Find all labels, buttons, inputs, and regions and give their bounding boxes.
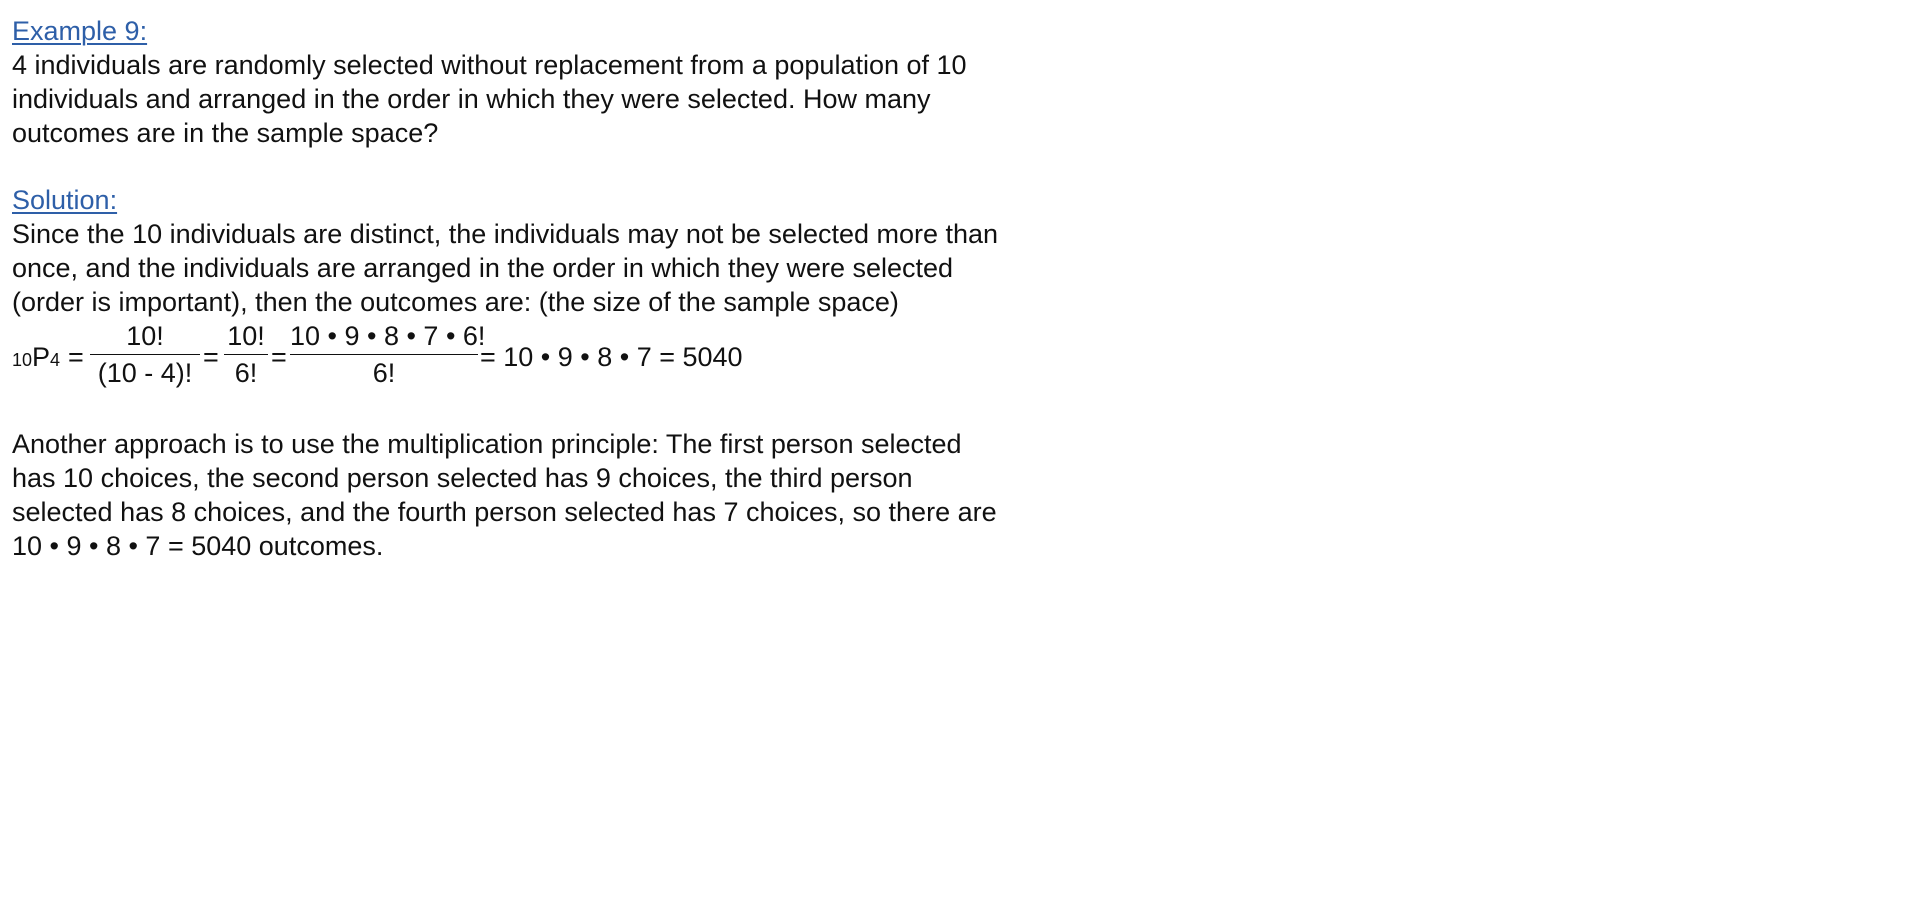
fraction-3-numerator: 10 • 9 • 8 • 7 • 6! [290,321,486,351]
permutation-formula [12,318,772,398]
formula-lhs-symbol: P [32,342,51,372]
formula-fraction-1 [90,318,200,391]
formula-equals-2: = [203,342,219,372]
problem-statement: 4 individuals are randomly selected without replacement from a population of 10 individuals and arranged in the order in which they were selected. How many outcomes are in the sample space? [12,50,967,148]
formula-fraction-2 [224,318,268,391]
formula-result: = 10 • 9 • 8 • 7 = 5040 [480,342,743,372]
solution-explanation: Since the 10 individuals are distinct, the individuals may not be selected more than once, and the individuals are arranged in the order in which they were selected (order is important), then the outcomes are: (the size of the sample space) [12,219,999,317]
formula-lhs-n: 10 [12,350,33,370]
formula-equals-3: = [271,342,287,372]
fraction-1-numerator: 10! [126,321,164,351]
example-heading-wrap [12,14,147,48]
formula-lhs [12,342,60,373]
fraction-2-numerator: 10! [227,321,265,351]
alternative-approach: Another approach is to use the multiplication principle: The first person selected has 10 choices, the second person selected has 9 choices, the third person selected has 8 choices, and the fourth person selected has 7 choices, so there are 10 • 9 • 8 • 7 = 5040 outcomes. [12,429,997,561]
fraction-1-denominator: (10 - 4)! [90,354,200,391]
formula-fraction-3 [290,318,486,391]
fraction-3-denominator: 6! [290,354,478,391]
fraction-2-denominator: 6! [224,354,268,391]
formula-lhs-r: 4 [50,350,61,370]
solution-heading: Solution: [12,185,118,215]
solution-heading-wrap [12,183,117,217]
formula-equals-1: = [68,342,84,372]
example-heading: Example 9: [12,16,148,46]
